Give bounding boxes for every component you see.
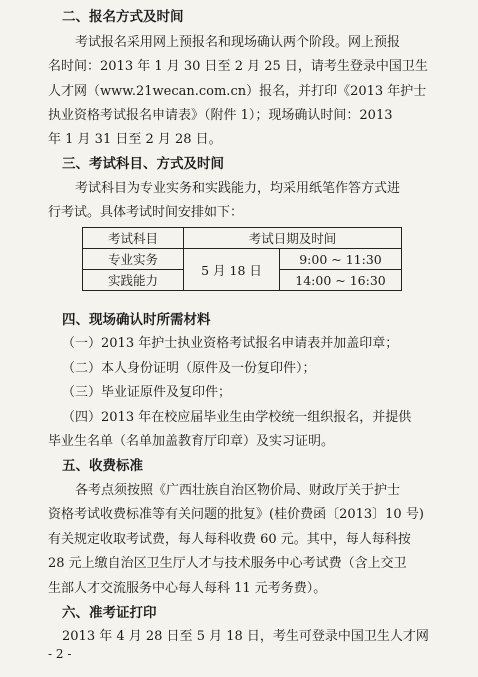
section-6-heading: 六、准考证打印 — [62, 605, 157, 621]
section-2-line-2: 名时间：2013 年 1 月 30 日至 2 月 25 日，请考生登录中国卫生 — [48, 59, 428, 74]
section-4-line-1: （一）2013 年护士执业资格考试报名申请表并加盖印章； — [62, 336, 399, 351]
section-4-line-5: 毕业生名单（名单加盖教育厅印章）及实习证明。 — [48, 434, 335, 449]
table-cell-subject: 实践能力 — [83, 270, 184, 291]
section-3-line-1: 考试科目为专业实务和实践能力，均采用纸笔作答方式进 — [75, 181, 401, 196]
section-4-heading: 四、现场确认时所需材料 — [62, 312, 211, 328]
section-5-line-2: 资格考试收费标准等有关问题的批复》(桂价费函〔2013〕10 号) — [48, 507, 424, 522]
section-2-line-4: 执业资格考试报名申请表》（附件 1）；现场确认时间：2013 — [48, 108, 393, 123]
page-number: - 2 - — [48, 647, 72, 661]
table-header-datetime: 考试日期及时间 — [184, 228, 402, 249]
table-header-subject: 考试科目 — [83, 228, 184, 249]
exam-schedule-table — [82, 227, 402, 291]
table-row — [83, 249, 402, 270]
table-cell-date: 5 月 18 日 — [184, 249, 280, 291]
section-4-line-2: （二）本人身份证明（原件及一份复印件）； — [62, 361, 316, 376]
section-5-line-3: 有关规定收取考试费，每人每科收费 60 元。其中，每人每科按 — [48, 532, 411, 547]
section-6-line-1: 2013 年 4 月 28 日至 5 月 18 日，考生可登录中国卫生人才网 — [62, 629, 429, 644]
section-2-line-5: 年 1 月 31 日至 2 月 28 日。 — [48, 132, 222, 147]
section-3-line-2: 行考试。具体考试时间安排如下： — [48, 205, 244, 220]
table-header-row — [83, 228, 402, 249]
section-5-line-1: 各考点须按照《广西壮族自治区物价局、财政厅关于护士 — [75, 483, 401, 498]
table-cell-time: 9:00 ~ 11:30 — [280, 249, 402, 270]
section-2-line-1: 考试报名采用网上预报名和现场确认两个阶段。网上预报 — [75, 35, 401, 50]
section-4-line-4: （四）2013 年在校应届毕业生由学校统一组织报名，并提供 — [62, 410, 412, 425]
section-5-heading: 五、收费标准 — [62, 458, 143, 474]
section-5-line-5: 生部人才交流服务中心每人每科 11 元考务费）。 — [48, 581, 327, 596]
section-2-heading: 二、报名方式及时间 — [62, 9, 184, 25]
section-3-heading: 三、考试科目、方式及时间 — [62, 156, 224, 172]
section-2-line-3: 人才网（www.21wecan.com.cn）报名，并打印《2013 年护士 — [48, 84, 427, 99]
table-cell-time: 14:00 ~ 16:30 — [280, 270, 402, 291]
table-cell-subject: 专业实务 — [83, 249, 184, 270]
section-4-line-3: （三）毕业证原件及复印件； — [62, 385, 232, 400]
section-5-line-4: 28 元上缴自治区卫生厅人才与技术服务中心考试费（含上交卫 — [48, 556, 407, 571]
